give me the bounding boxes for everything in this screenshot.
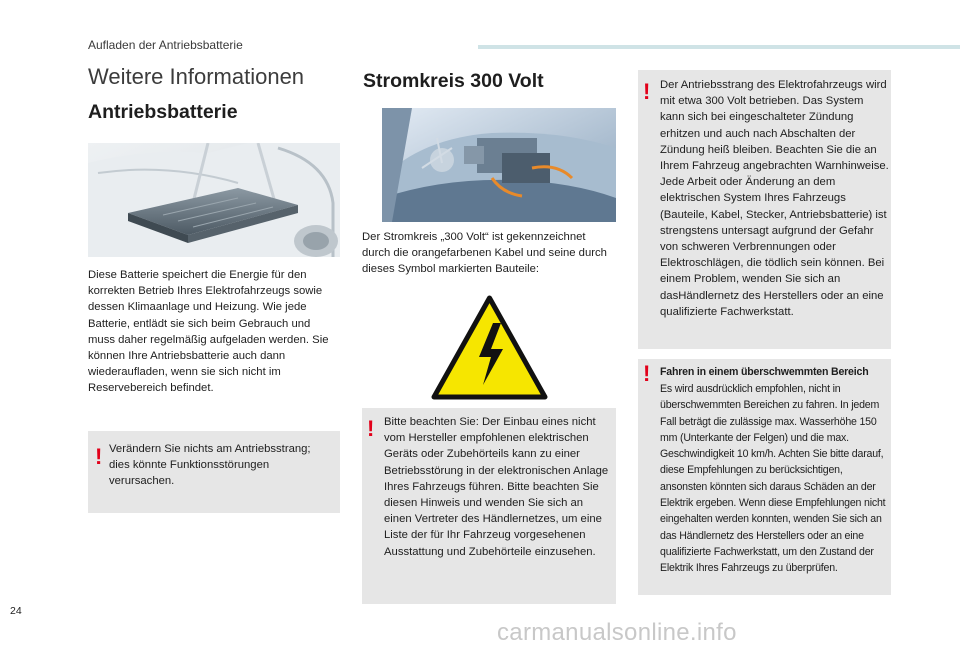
left-warning-text: Verändern Sie nichts am Antriebsstrang; dies könnte Funktionsstörungen verursachen. (109, 443, 311, 488)
battery-heading: Antriebsbatterie (88, 101, 238, 123)
circuit-description: Der Stromkreis „300 Volt“ ist gekennzeichnet durch die orangefarbenen Kabel und seine durch dieses Symbol markierten Bauteile: (362, 231, 607, 276)
exclamation-icon: ! (95, 444, 103, 469)
flood-warning-title: Fahren in einem überschwemmten Bereich (660, 366, 869, 378)
battery-description: Diese Batterie speichert die Energie für den korrekten Betrieb Ihres Elektrofahrzeugs sowie dessen Klimaanlage und Heizung. Wie jede Batterie, entlädt sie sich beim Gebrauch und muss daher regelmäßig aufgeladen werden. Sie können Ihre Antriebsbatterie auch dann wiederaufladen, wenn sie sich nicht im Reservebereich befindet. (88, 269, 329, 395)
section-header: Aufladen der Antriebsbatterie (88, 38, 243, 52)
exclamation-icon: ! (643, 361, 651, 386)
exclamation-icon: ! (643, 79, 651, 104)
exclamation-icon: ! (367, 416, 375, 441)
header-divider (478, 45, 960, 49)
flood-warning-text: Es wird ausdrücklich empfohlen, nicht in überschwemmten Bereichen zu fahren. In jedem Fall beträgt die zulässige max. Wasserhöhe 150 mm (Unterkante der Felgen) und die max. Geschwindigkeit 10 km/h. Achten Sie bitte darauf, diese Empfehlungen zu berücksichtigen, ansonsten könnten sich daraus Schäden an der Elektrik ergeben. Wenn diese Empfehlungen nicht eingehalten werden konnten, wenden Sie sich an das Händlernetz des Herstellers oder an eine qualifizierte Fachwerkstatt, um den Zustand der Elektrik Ihres Fahrzeugs zu überprüfen. (660, 383, 886, 575)
watermark: carmanualsonline.info (497, 619, 737, 646)
high-voltage-icon (431, 295, 548, 401)
circuit-heading: Stromkreis 300 Volt (363, 70, 544, 92)
page-number: 24 (10, 605, 22, 617)
engine-image (382, 108, 616, 222)
page-title: Weitere Informationen (88, 64, 305, 89)
middle-warning-text: Bitte beachten Sie: Der Einbau eines nicht vom Hersteller empfohlenen elektrischen Geräts oder Zubehörteils kann zu einer Betriebsstörung in der elektronischen Anlage Ihres Fahrzeugs führen. Bitte beachten Sie diesen Hinweis und wenden Sie sich an einen Vertreter des Händlernetzes, um eine Liste der für Ihr Fahrzeug vorgesehenen Ausstattung und Zubehörteile einzusehen. (384, 416, 609, 558)
right-warning-text-1: Der Antriebsstrang des Elektrofahrzeugs wird mit etwa 300 Volt betrieben. Das System kann sich bei eingeschalteter Zündung erhitzen und auch nach Abschalten der Zündung heiß bleiben. Beachten Sie die an Ihrem Fahrzeug angebrachten Warnhinweise. Jede Arbeit oder Änderung an dem elektrischen System Ihres Fahrzeugs (Bauteile, Kabel, Stecker, Antriebsbatterie) ist strengstens untersagt aufgrund der Gefahr von schweren Verbrennungen oder Elektroschlägen, die tödlich sein können. Bei einem Problem, wenden Sie sich an dasHändlernetz des Herstellers oder an eine qualifizierte Fachwerkstatt. (660, 79, 889, 318)
battery-image (88, 143, 340, 257)
